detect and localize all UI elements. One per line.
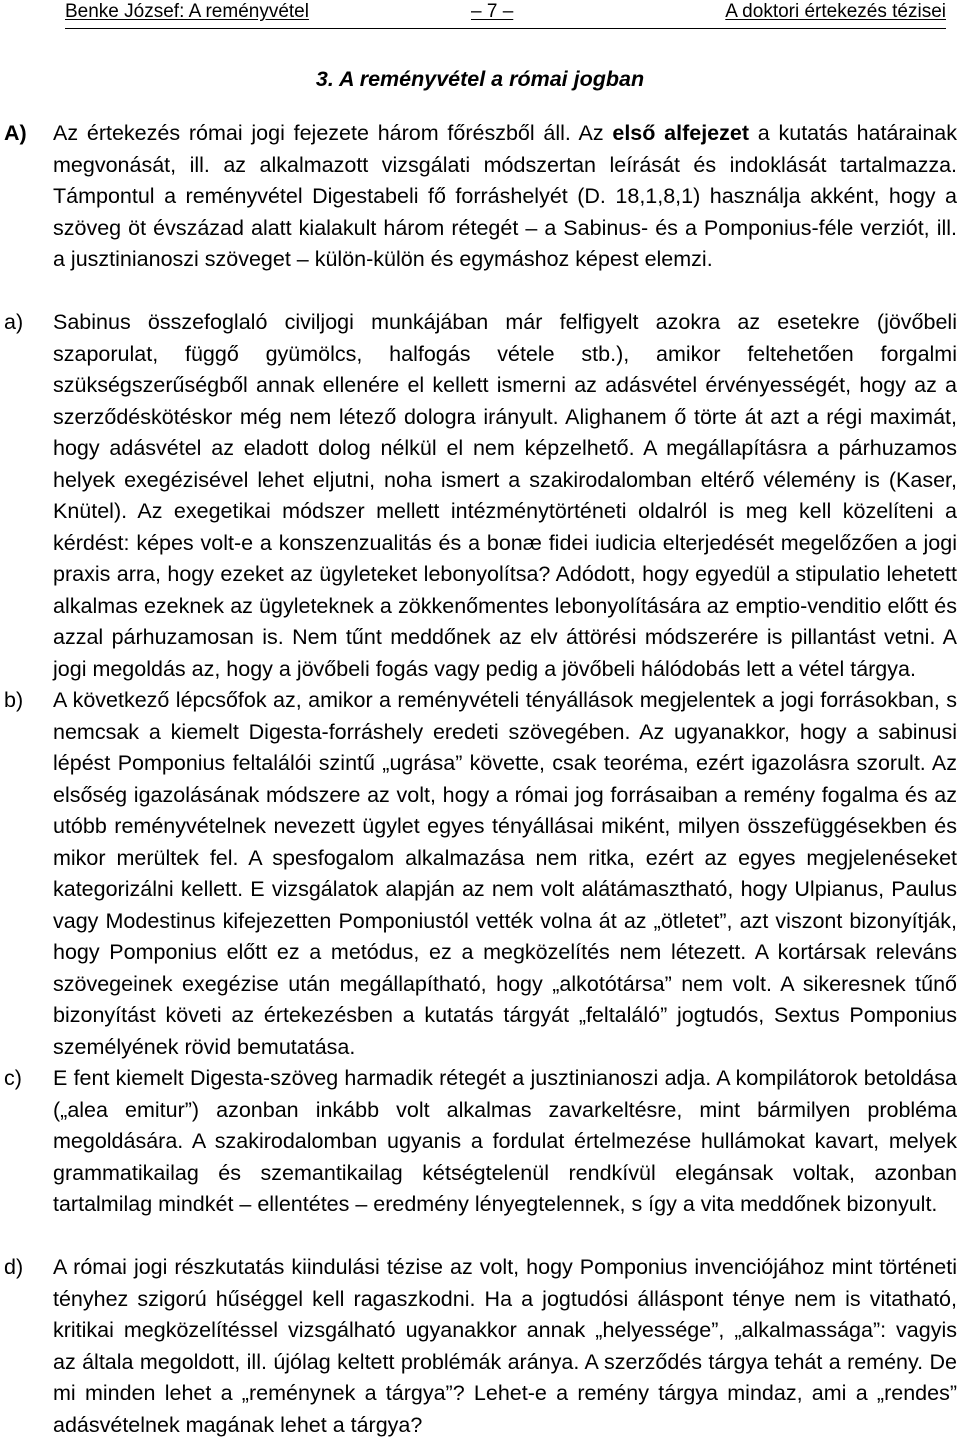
paragraph-marker: c) [4, 1066, 22, 1090]
paragraph-text: A következő lépcsőfok az, amikor a reményvételi tényállások megjelentek a jogi forrásokban, s nemcsak a kiemelt Digesta-forráshely eredeti szövegében. Az ugyanakkor, hogy a sabinusi lépést Pomponius feltalálói szintű „ugrása” követte, csak teoréma, ezért igazolásra szorult. Az elsőség igazolásának módszere az volt, hogy a római jog forrásaiban a remény fogalma és az utóbb reményvételnek nevezett ügylet egyes tényállásai miként, milyen összefüggésekben és mikor merültek fel. A spesfogalom alkalmazása nem ritka, ezért az egyes megjelenéseket kategorizálni kellett. E vizsgálatok alapján az nem volt alátámasztható, hogy Ulpianus, Paulus vagy Modestinus kifejezetten Pomponiustól vették volna át az „ötletet”, azt viszont bizonyítják, hogy Pomponius előtt ez a metódus, ez a megközelítés nem létezett. A kortársak releváns szövegeinek exegézise után megállapítható, hogy „alkotótársa” nem volt. A sikeresnek tűnő bizonyítást követi az értekezésben a kutatás tárgyát „feltaláló” jogtudós, Sextus Pomponius személyének rövid bemutatása. [53, 688, 957, 1059]
text-segment: Az értekezés római jogi fejezete három főrészből áll. Az [53, 121, 613, 145]
paragraph-text [53, 118, 957, 276]
paragraph-text: E fent kiemelt Digesta-szöveg harmadik rétegét a jusztinianoszi adja. A kompilátorok betoldása („alea emitur”) azonban inkább volt alkalmas zavarkeltésre, mint bármilyen probléma megoldására. A szakirodalomban ugyanis a fordulat értelmezése hullámokat kavart, melyek grammatikailag és szemantikailag kétségtelenül rendkívül elegánsak voltak, azonban tartalmilag mindkét – ellentétes – eredmény lényegtelennek, s így a vita meddőnek bizonyult. [53, 1066, 957, 1216]
header-author-title: Benke József: A reményvétel [65, 1, 309, 22]
section-heading: 3. A reményvétel a római jogban [315, 67, 645, 91]
running-header [65, 0, 946, 29]
paragraph-text: Sabinus összefoglaló civiljogi munkájában már felfigyelt azokra az esetekre (jövőbeli szaporulat, függő gyümölcs, halfogás vétele stb.), amikor feltehetően forgalmi szükségszerűségből annak ellenére el kellett ismerni az adásvétel érvényességét, hogy az a szerződéskötéskor még nem létező dologra irányult. Alighanem ő törte át azt a régi maximát, hogy adásvétel az eladott dolog nélkül el nem képzelhető. A megállapításra a párhuzamos helyek exegézisével lehet eljutni, noha ismert a szakirodalomban eltérő vélemény is (Kaser, Knütel). Az exegetikai módszer mellett intézménytörténeti oldalról is meg kell közelíteni a kérdést: képes volt-e a konszenzualitás és a bonæ fidei iudicia elterjedését megelőzően a jogi praxis arra, hogy ezeket az ügyleteket lebonyolítsa? Adódott, hogy egyedül a stipulatio lehetett alkalmas ezeknek az ügyleteknek a zökkenőmentes lebonyolítására az emptio-venditio előtt és azzal párhuzamosan is. Nem tűnt meddőnek az elv áttörési módszerére is pillantást vetni. A jogi megoldás az, hogy a jövőbeli fogás vagy pedig a jövőbeli hálódobás lett a vétel tárgya. [53, 310, 957, 681]
paragraph-marker: A) [4, 121, 27, 145]
paragraph-text: A római jogi részkutatás kiindulási tézise az volt, hogy Pomponius invenciójához mint történeti tényhez szigorú hűséggel kell ragaszkodni. Ha a jogtudósi álláspont ténye nem is vitatható, kritikai megközelítéssel vizsgálható ugyanakkor annak „helyessége”, „alkalmassága”: vagyis az általa megoldott, ill. újólag keltett problémák aránya. A szerződés tárgya tehát a remény. De mi minden lehet a „reménynek a tárgya”? Lehet-e a remény tárgya mindaz, ami a „rendes” adásvételnek magának lehet a tárgya? [53, 1255, 957, 1437]
text-segment: a kutatás határainak megvonását, ill. az alkalmazott vizsgálati módszertan leírását és indoklását tartalmazza. Támpontul a reményvétel Digestabeli fő forráshelyét (D. 18,1,8,1) használja akként, hogy a szöveg öt évszázad alatt kialakult három rétegét – a Sabinus- és a Pomponius-féle verziót, ill. a jusztinianoszi szöveget – külön-külön és egymáshoz képest elemzi. [53, 121, 957, 271]
paragraph-marker: a) [4, 310, 24, 334]
header-page-number: – 7 – [471, 1, 514, 22]
emphasis-text: első alfejezet [612, 121, 749, 145]
header-document-title: A doktori értekezés tézisei [725, 1, 946, 22]
paragraph-marker: b) [4, 688, 24, 712]
paragraph-marker: d) [4, 1255, 24, 1279]
